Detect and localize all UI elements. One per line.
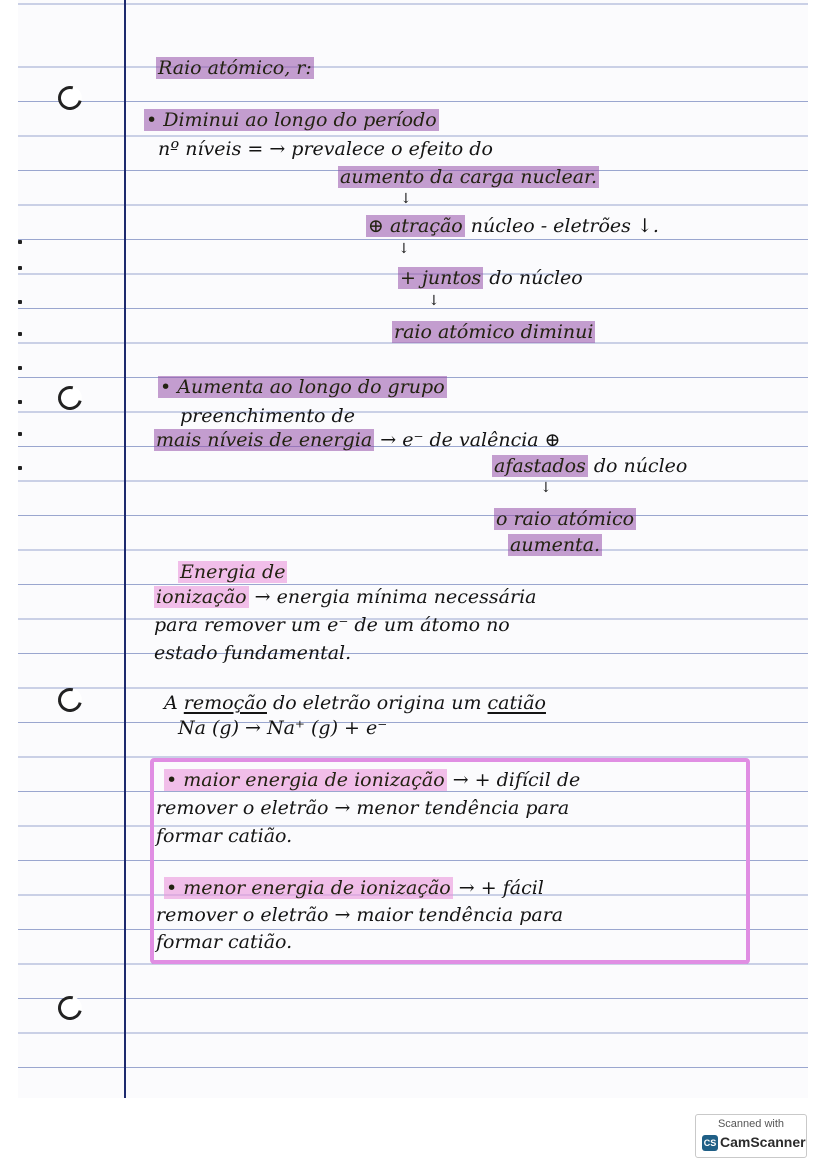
page-mark [18, 300, 22, 304]
s1-line-2 [158, 137, 493, 161]
s2-line-6 [508, 533, 602, 557]
s4-line-2: Na (g) → Na⁺ (g) + e⁻ [178, 717, 388, 739]
s1-arrow-1: ↓ [400, 191, 412, 207]
s3-line-1-text: Energia de [180, 561, 286, 583]
s2-line-6-text: aumenta. [510, 534, 601, 556]
heading-text: Raio atómico, r: [158, 57, 312, 79]
s2-line-4 [492, 454, 687, 478]
s4-line-1-a: A [164, 692, 178, 714]
box-line-5: remover o eletrão → maior tendência para [156, 904, 564, 926]
s1-line-5 [398, 266, 583, 290]
box-line-1-b: → + difícil de [452, 769, 581, 791]
s2-line-1 [158, 375, 447, 399]
s3-line-2-b: → energia mínima necessária [254, 586, 537, 608]
box-line-2: remover o eletrão → menor tendência para [156, 797, 570, 819]
s2-line-5 [494, 507, 636, 531]
s4-line-1 [164, 691, 546, 715]
s1-line-4-b: núcleo - eletrões ↓. [470, 215, 659, 237]
s1-line-6-text: raio atómico diminui [394, 321, 594, 343]
page-mark [18, 366, 22, 370]
s4-line-1-c: do eletrão origina um [273, 692, 482, 714]
s1-line-1 [144, 108, 439, 132]
s1-line-5-b: do núcleo [489, 267, 583, 289]
box-line-3: formar catião. [156, 825, 293, 847]
s3-line-1 [178, 560, 287, 584]
s3-line-2-a: ionização [156, 586, 247, 608]
s2-arrow: ↓ [540, 480, 552, 496]
s1-line-2-a: nº níveis = → [158, 138, 286, 160]
s4-line-1-b: remoção [183, 692, 267, 714]
s1-arrow-3: ↓ [428, 293, 440, 309]
page-mark [18, 400, 22, 404]
margin-line [124, 0, 126, 1098]
s1-line-4-a: ⊕ atração [368, 215, 463, 237]
camscanner-watermark [695, 1114, 807, 1158]
s2-line-5-text: o raio atómico [496, 508, 635, 530]
s3-line-4: estado fundamental. [154, 642, 352, 664]
s1-line-6 [392, 320, 595, 344]
page-mark [18, 266, 22, 270]
s2-line-3-a: mais níveis de energia [156, 429, 373, 451]
box-line-4-a: • menor energia de ionização [166, 877, 451, 899]
heading [156, 56, 314, 80]
box-line-1 [164, 768, 580, 792]
page-mark [18, 466, 22, 470]
s1-arrow-2: ↓ [398, 241, 410, 257]
watermark-caption: Scanned with [717, 1118, 785, 1130]
s1-line-3-text: aumento da carga nuclear. [340, 166, 598, 188]
s2-line-2: preenchimento de [180, 405, 355, 427]
s3-line-3: para remover um e⁻ de um átomo no [154, 614, 510, 636]
watermark-brand: CamScanner [720, 1134, 806, 1150]
page-mark [18, 240, 22, 244]
s1-line-4 [366, 214, 659, 238]
box-line-6: formar catião. [156, 931, 293, 953]
box-line-4 [164, 876, 544, 900]
box-line-1-a: • maior energia de ionização [166, 769, 445, 791]
s2-line-3-b: → e⁻ de valência ⊕ [380, 429, 561, 451]
s4-line-1-d: catião [487, 692, 546, 714]
s1-line-3 [338, 165, 599, 189]
s1-line-1-text: • Diminui ao longo do período [146, 109, 437, 131]
s2-line-4-b: do núcleo [593, 455, 688, 477]
s2-line-1-text: • Aumenta ao longo do grupo [160, 376, 445, 398]
s2-line-4-a: afastados [494, 455, 586, 477]
page-mark [18, 432, 22, 436]
s2-line-3 [154, 428, 561, 452]
camscanner-logo-icon: CS [702, 1135, 718, 1151]
box-line-4-b: → + fácil [458, 877, 544, 899]
s1-line-5-a: + juntos [400, 267, 482, 289]
page-mark [18, 332, 22, 336]
s3-line-2 [154, 585, 536, 609]
s1-line-2-b: prevalece o efeito do [291, 138, 493, 160]
